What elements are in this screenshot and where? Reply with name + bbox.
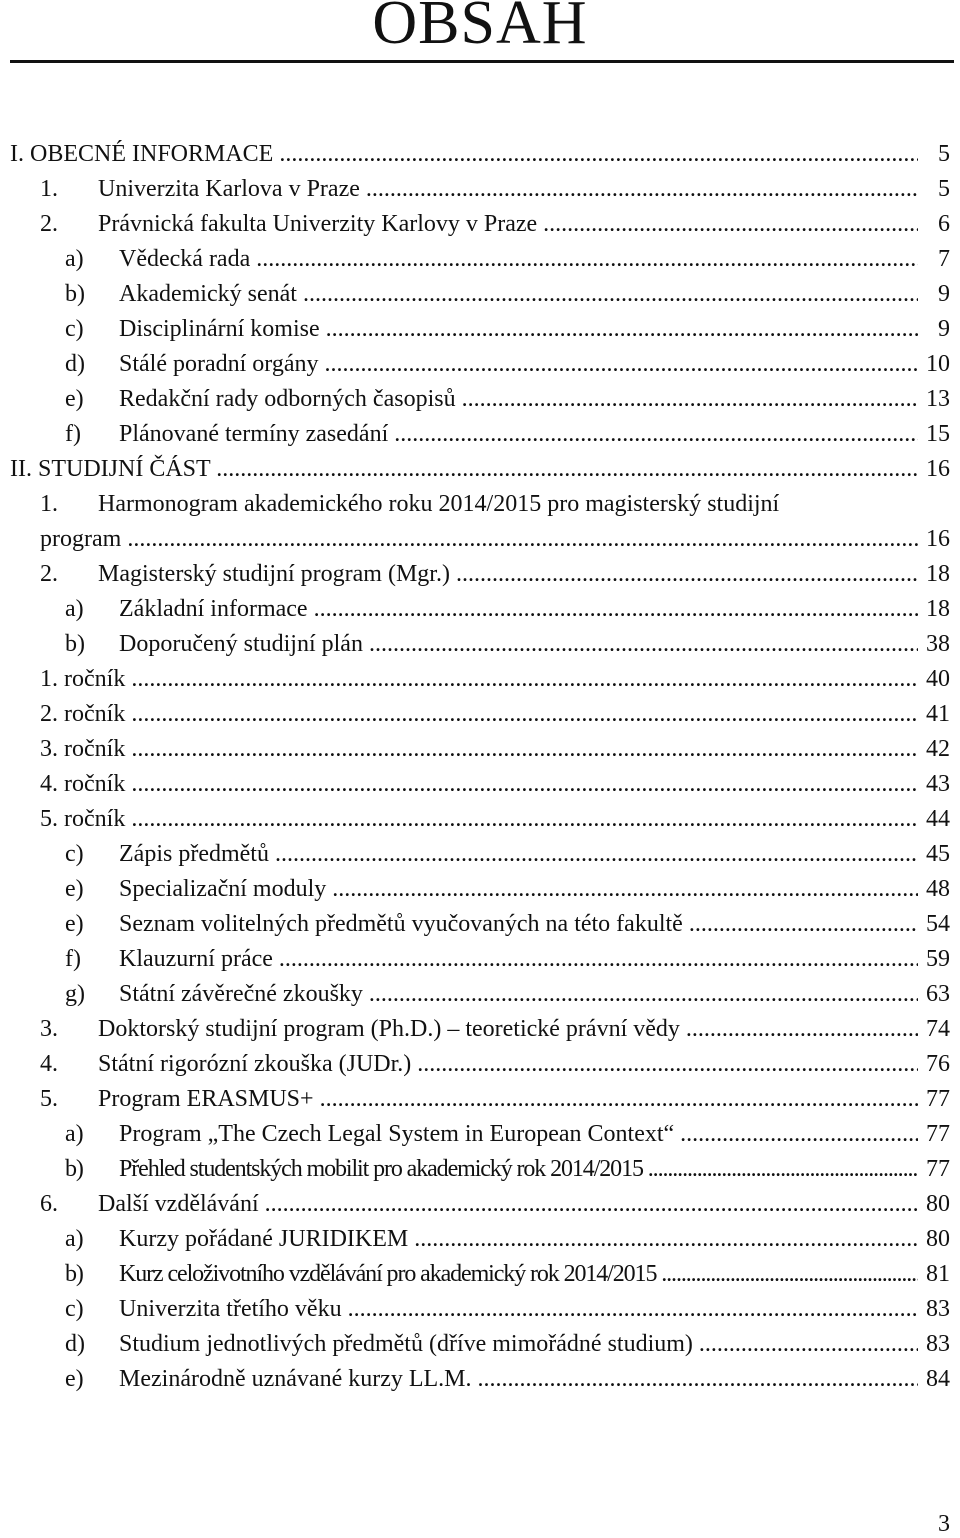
toc-entry-number: a) xyxy=(65,1121,84,1147)
toc-entry[interactable] xyxy=(0,452,960,487)
toc-entry-title: Státní závěrečné zkoušky xyxy=(119,981,363,1007)
toc-entry-number: 1. xyxy=(40,176,58,202)
toc-entry-page: 77 xyxy=(918,1152,950,1187)
toc-entry-page: 44 xyxy=(918,802,950,837)
toc-entry-number: g) xyxy=(65,981,85,1007)
toc-entry-page: 43 xyxy=(918,767,950,802)
toc-entry[interactable] xyxy=(0,627,960,662)
toc-entry[interactable] xyxy=(0,592,960,627)
toc-entry-title: I. OBECNÉ INFORMACE xyxy=(10,141,274,167)
toc-entry-number: f) xyxy=(65,946,81,972)
toc-entry-title: Klauzurní práce xyxy=(119,946,273,972)
toc-entry-number: b) xyxy=(65,281,85,307)
toc-entry-title: Kurz celoživotního vzdělávání pro akademický rok 2014/2015 xyxy=(119,1261,657,1287)
toc-entry-title: Univerzita Karlova v Praze xyxy=(98,176,360,202)
toc-entry-page: 80 xyxy=(918,1187,950,1222)
toc-entry-title: Státní rigorózní zkouška (JUDr.) xyxy=(98,1051,412,1077)
toc-entry-title: Program ERASMUS+ xyxy=(98,1086,314,1112)
toc-entry-title: 3. ročník xyxy=(40,736,126,762)
toc-entry-title: 4. ročník xyxy=(40,771,126,797)
toc-entry-number: c) xyxy=(65,316,84,342)
toc-entry-number: 2. xyxy=(40,211,58,237)
table-of-contents xyxy=(0,137,960,1397)
toc-entry-number: b) xyxy=(65,1156,83,1182)
toc-entry[interactable] xyxy=(0,1082,960,1117)
toc-entry[interactable] xyxy=(0,557,960,592)
toc-entry[interactable] xyxy=(0,1187,960,1222)
toc-entry-page: 16 xyxy=(918,522,950,557)
toc-entry-title: Harmonogram akademického roku 2014/2015 pro magisterský studijní xyxy=(98,491,780,517)
toc-entry[interactable] xyxy=(0,837,960,872)
toc-entry-title: Právnická fakulta Univerzity Karlovy v Praze xyxy=(98,211,538,237)
toc-entry-number: e) xyxy=(65,386,84,412)
title-rule xyxy=(10,60,954,63)
toc-entry-page: 15 xyxy=(918,417,950,452)
toc-entry-title: Univerzita třetího věku xyxy=(119,1296,342,1322)
toc-entry-title: Doporučený studijní plán xyxy=(119,631,363,657)
toc-entry-page: 54 xyxy=(918,907,950,942)
toc-entry-page: 41 xyxy=(918,697,950,732)
toc-entry[interactable] xyxy=(0,1012,960,1047)
toc-entry-page: 63 xyxy=(918,977,950,1012)
toc-entry-title: Stálé poradní orgány xyxy=(119,351,319,377)
toc-entry-number: 4. xyxy=(40,1051,58,1077)
toc-entry-page: 74 xyxy=(918,1012,950,1047)
toc-entry-page: 5 xyxy=(918,137,950,172)
toc-entry-number: e) xyxy=(65,911,84,937)
toc-entry[interactable] xyxy=(0,942,960,977)
page-title: OBSAH xyxy=(372,0,588,57)
toc-entry[interactable] xyxy=(0,1047,960,1082)
toc-entry-page: 10 xyxy=(918,347,950,382)
toc-entry-page: 45 xyxy=(918,837,950,872)
toc-entry-title: 5. ročník xyxy=(40,806,126,832)
toc-entry-title: program xyxy=(40,526,122,552)
toc-entry-title: Program „The Czech Legal System in European Context“ xyxy=(119,1121,675,1147)
toc-entry-number: d) xyxy=(65,351,85,377)
toc-entry-page: 18 xyxy=(918,592,950,627)
toc-entry[interactable] xyxy=(0,732,960,767)
toc-entry-title: Další vzdělávání xyxy=(98,1191,259,1217)
toc-entry-page: 76 xyxy=(918,1047,950,1082)
toc-entry-title: II. STUDIJNÍ ČÁST xyxy=(10,456,211,482)
toc-entry[interactable] xyxy=(0,487,960,522)
toc-entry-title: Akademický senát xyxy=(119,281,297,307)
toc-entry-page: 9 xyxy=(918,312,950,347)
toc-entry-title: Redakční rady odborných časopisů xyxy=(119,386,456,412)
toc-entry-number: a) xyxy=(65,1226,84,1252)
toc-entry-number: c) xyxy=(65,841,84,867)
toc-entry[interactable] xyxy=(0,312,960,347)
toc-entry[interactable] xyxy=(0,697,960,732)
toc-entry-page: 80 xyxy=(918,1222,950,1257)
toc-entry-page: 83 xyxy=(918,1292,950,1327)
toc-entry[interactable] xyxy=(0,907,960,942)
toc-entry[interactable] xyxy=(0,977,960,1012)
toc-entry-page: 59 xyxy=(918,942,950,977)
toc-entry-page: 84 xyxy=(918,1362,950,1397)
toc-entry[interactable] xyxy=(0,872,960,907)
toc-entry-number: 6. xyxy=(40,1191,58,1217)
toc-entry-page: 6 xyxy=(918,207,950,242)
toc-entry[interactable] xyxy=(0,1327,960,1362)
toc-entry[interactable] xyxy=(0,277,960,312)
toc-entry-page: 40 xyxy=(918,662,950,697)
toc-entry[interactable] xyxy=(0,767,960,802)
toc-entry[interactable] xyxy=(0,137,960,172)
toc-entry[interactable] xyxy=(0,802,960,837)
toc-entry-number: e) xyxy=(65,1366,84,1392)
toc-entry-title: 1. ročník xyxy=(40,666,126,692)
toc-entry-title: Vědecká rada xyxy=(119,246,251,272)
toc-entry[interactable] xyxy=(0,172,960,207)
toc-entry-number: d) xyxy=(65,1331,85,1357)
toc-entry[interactable] xyxy=(0,417,960,452)
toc-entry-number: e) xyxy=(65,876,84,902)
toc-entry-title: Specializační moduly xyxy=(119,876,327,902)
toc-entry-title: Plánované termíny zasedání xyxy=(119,421,389,447)
toc-entry-page: 5 xyxy=(918,172,950,207)
toc-entry-page: 13 xyxy=(918,382,950,417)
toc-entry-number: 5. xyxy=(40,1086,58,1112)
toc-entry[interactable] xyxy=(0,1152,960,1187)
toc-entry-title: Mezinárodně uznávané kurzy LL.M. xyxy=(119,1366,472,1392)
toc-entry-page: 83 xyxy=(918,1327,950,1362)
toc-entry-title: Doktorský studijní program (Ph.D.) – teoretické právní vědy xyxy=(98,1016,680,1042)
toc-entry-title: Zápis předmětů xyxy=(119,841,269,867)
toc-entry-number: f) xyxy=(65,421,81,447)
toc-entry-number: a) xyxy=(65,596,84,622)
toc-entry-number: 2. xyxy=(40,561,58,587)
toc-entry-page: 48 xyxy=(918,872,950,907)
toc-entry[interactable] xyxy=(0,242,960,277)
toc-entry-page: 77 xyxy=(918,1117,950,1152)
toc-entry[interactable] xyxy=(0,347,960,382)
toc-entry-page: 16 xyxy=(918,452,950,487)
toc-entry-title: Studium jednotlivých předmětů (dříve mimořádné studium) xyxy=(119,1331,693,1357)
toc-entry[interactable] xyxy=(0,382,960,417)
toc-entry[interactable] xyxy=(0,1362,960,1397)
toc-entry-page: 9 xyxy=(918,277,950,312)
toc-entry-page: 77 xyxy=(918,1082,950,1117)
toc-entry[interactable] xyxy=(0,522,960,557)
toc-entry-number: b) xyxy=(65,1261,83,1287)
toc-entry-title: Seznam volitelných předmětů vyučovaných na této fakultě xyxy=(119,911,683,937)
toc-entry-page: 7 xyxy=(918,242,950,277)
toc-entry-number: 1. xyxy=(40,491,58,517)
toc-entry[interactable] xyxy=(0,1222,960,1257)
toc-entry-title: 2. ročník xyxy=(40,701,126,727)
toc-entry-page: 38 xyxy=(918,627,950,662)
toc-entry[interactable] xyxy=(0,662,960,697)
toc-entry-page: 81 xyxy=(918,1257,950,1292)
toc-entry-number: a) xyxy=(65,246,84,272)
toc-entry-number: b) xyxy=(65,631,85,657)
toc-entry[interactable] xyxy=(0,207,960,242)
toc-entry[interactable] xyxy=(0,1117,960,1152)
toc-entry-title: Základní informace xyxy=(119,596,308,622)
page-number: 3 xyxy=(938,1511,950,1537)
toc-entry-title: Magisterský studijní program (Mgr.) xyxy=(98,561,450,587)
toc-entry-title: Disciplinární komise xyxy=(119,316,320,342)
toc-entry-title: Kurzy pořádané JURIDIKEM xyxy=(119,1226,409,1252)
toc-entry[interactable] xyxy=(0,1292,960,1327)
toc-entry-number: c) xyxy=(65,1296,84,1322)
toc-entry-page: 42 xyxy=(918,732,950,767)
toc-entry-title: Přehled studentských mobilit pro akademický rok 2014/2015 xyxy=(119,1156,643,1182)
toc-entry[interactable] xyxy=(0,1257,960,1292)
toc-entry-number: 3. xyxy=(40,1016,58,1042)
toc-entry-page: 18 xyxy=(918,557,950,592)
